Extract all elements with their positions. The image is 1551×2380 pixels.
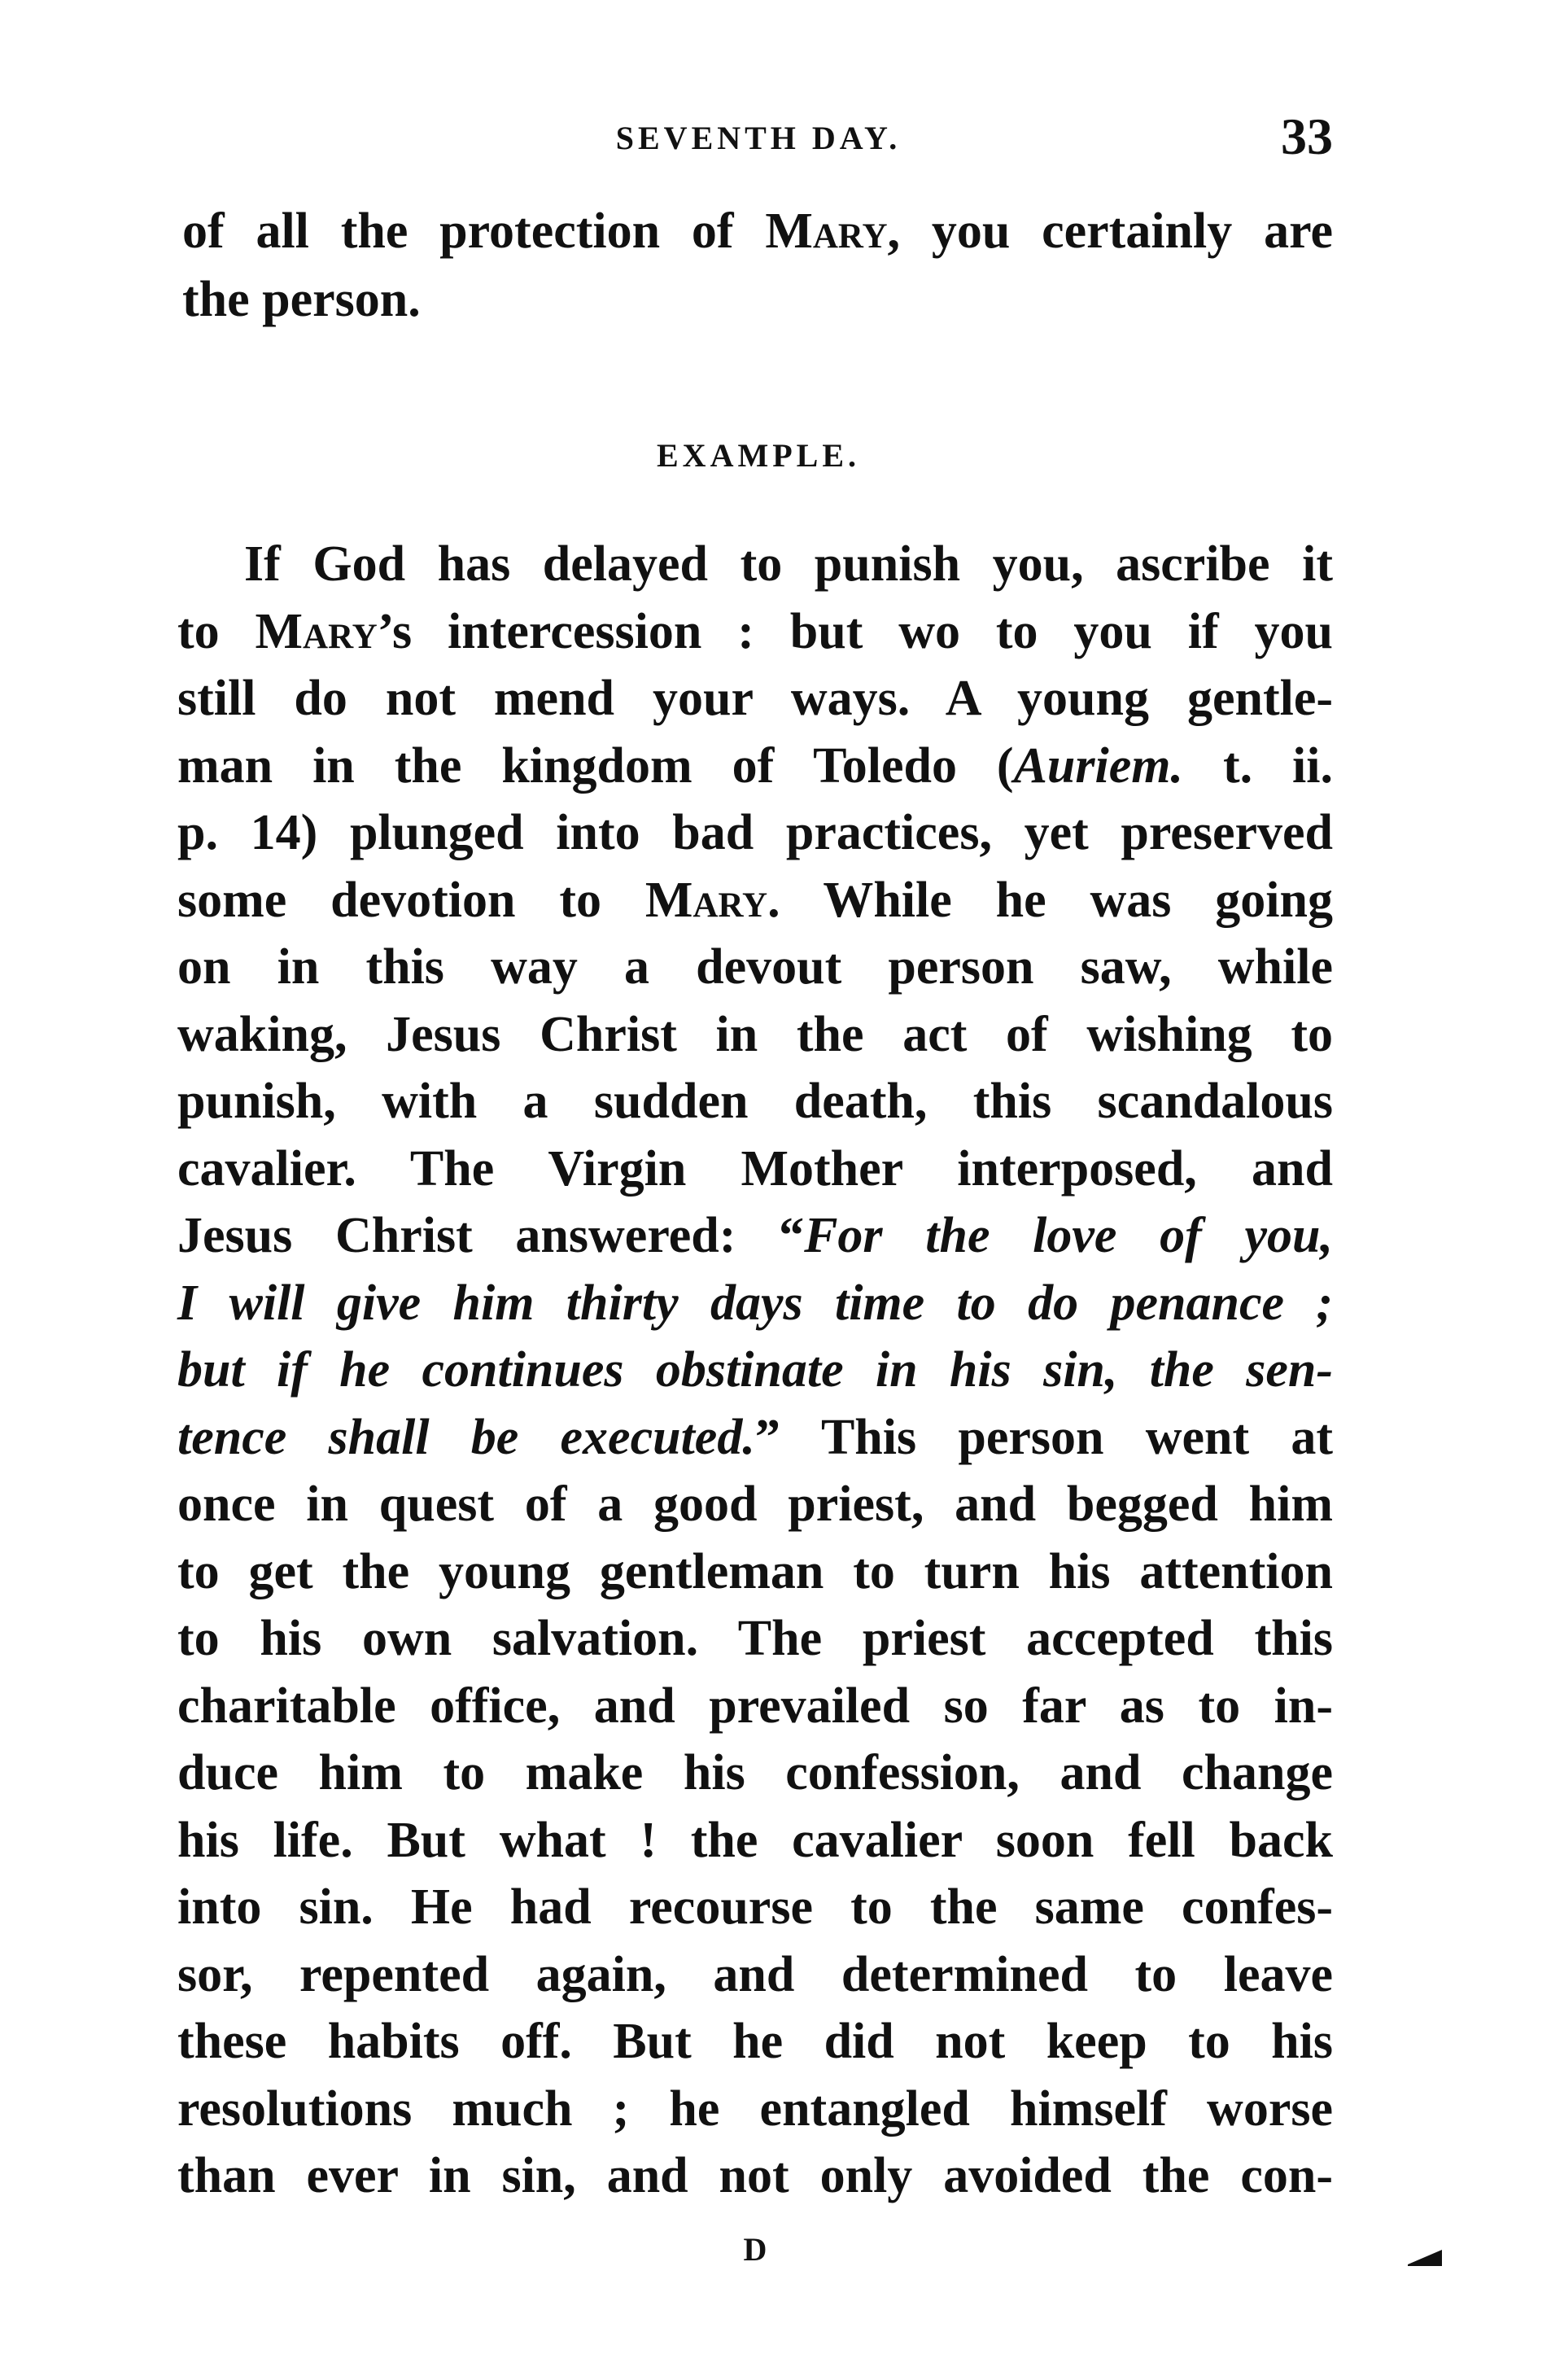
quotation: For the love of you, (804, 1208, 1333, 1263)
text-line: on in this way a devout person saw, while (177, 939, 1333, 995)
text-line: to Mary’s intercession : but wo to you if you (177, 603, 1333, 659)
text-line: to get the young gentleman to turn his attention (177, 1543, 1333, 1599)
text-line: into sin. He had recourse to the same confes- (177, 1879, 1333, 1935)
name-mary: Mary (765, 203, 888, 259)
text-line: resolutions much ; he entangled himself worse (177, 2080, 1333, 2137)
text-line: once in quest of a good priest, and begged him (177, 1477, 1333, 1532)
text-line: Jesus Christ answered: “For the love of you, (177, 1208, 1333, 1263)
running-head (184, 104, 1333, 169)
text-line: man in the kingdom of Toledo (Auriem. t. ii. (177, 737, 1333, 794)
text-line: cavalier. The Virgin Mother interposed, and (177, 1140, 1333, 1197)
text-line: sor, repented again, and determined to leave (177, 1946, 1333, 2002)
page-corner-mark (1408, 2248, 1442, 2266)
text-line: charitable office, and prevailed so far as to in- (177, 1678, 1333, 1734)
page-number: 33 (1281, 107, 1333, 165)
text-line: than ever in sin, and not only avoided the con- (177, 2148, 1333, 2203)
text-line: his life. But what ! the cavalier soon fell back (177, 1812, 1333, 1868)
text-line: of all the protection of Mary, you certainly are (182, 203, 1333, 259)
quotation-line: but if he continues obstinate in his sin, the sen- (177, 1342, 1333, 1398)
text-line: punish, with a sudden death, this scandalous (177, 1074, 1333, 1129)
text-line: p. 14) plunged into bad practices, yet preserved (177, 805, 1333, 860)
text-line: to his own salvation. The priest accepted this (177, 1611, 1333, 1666)
text-line: If God has delayed to punish you, ascribe it (244, 536, 1333, 592)
section-heading: EXAMPLE. (657, 437, 860, 474)
text-line: still do not mend your ways. A young gentle- (177, 671, 1333, 726)
running-title: SEVENTH DAY. (615, 120, 902, 156)
text-line: the person. (182, 272, 421, 327)
quotation: tence shall be executed. (177, 1409, 755, 1465)
text-line: duce him to make his confession, and change (177, 1745, 1333, 1800)
carry-over-paragraph (182, 197, 1333, 334)
signature-mark: D (743, 2231, 767, 2268)
quotation-line: I will give him thirty days time to do penance ; (177, 1275, 1333, 1331)
name-mary: Mary (644, 872, 768, 928)
citation: Auriem. (1013, 737, 1183, 794)
text-line: some devotion to Mary. While he was going (177, 872, 1333, 928)
text-line: tence shall be executed.” This person went at (177, 1409, 1334, 1465)
name-mary: Mary (255, 603, 378, 659)
example-paragraph (177, 531, 1333, 2210)
text-line: waking, Jesus Christ in the act of wishing to (177, 1006, 1333, 1062)
text-line: these habits off. But he did not keep to his (177, 2014, 1333, 2069)
